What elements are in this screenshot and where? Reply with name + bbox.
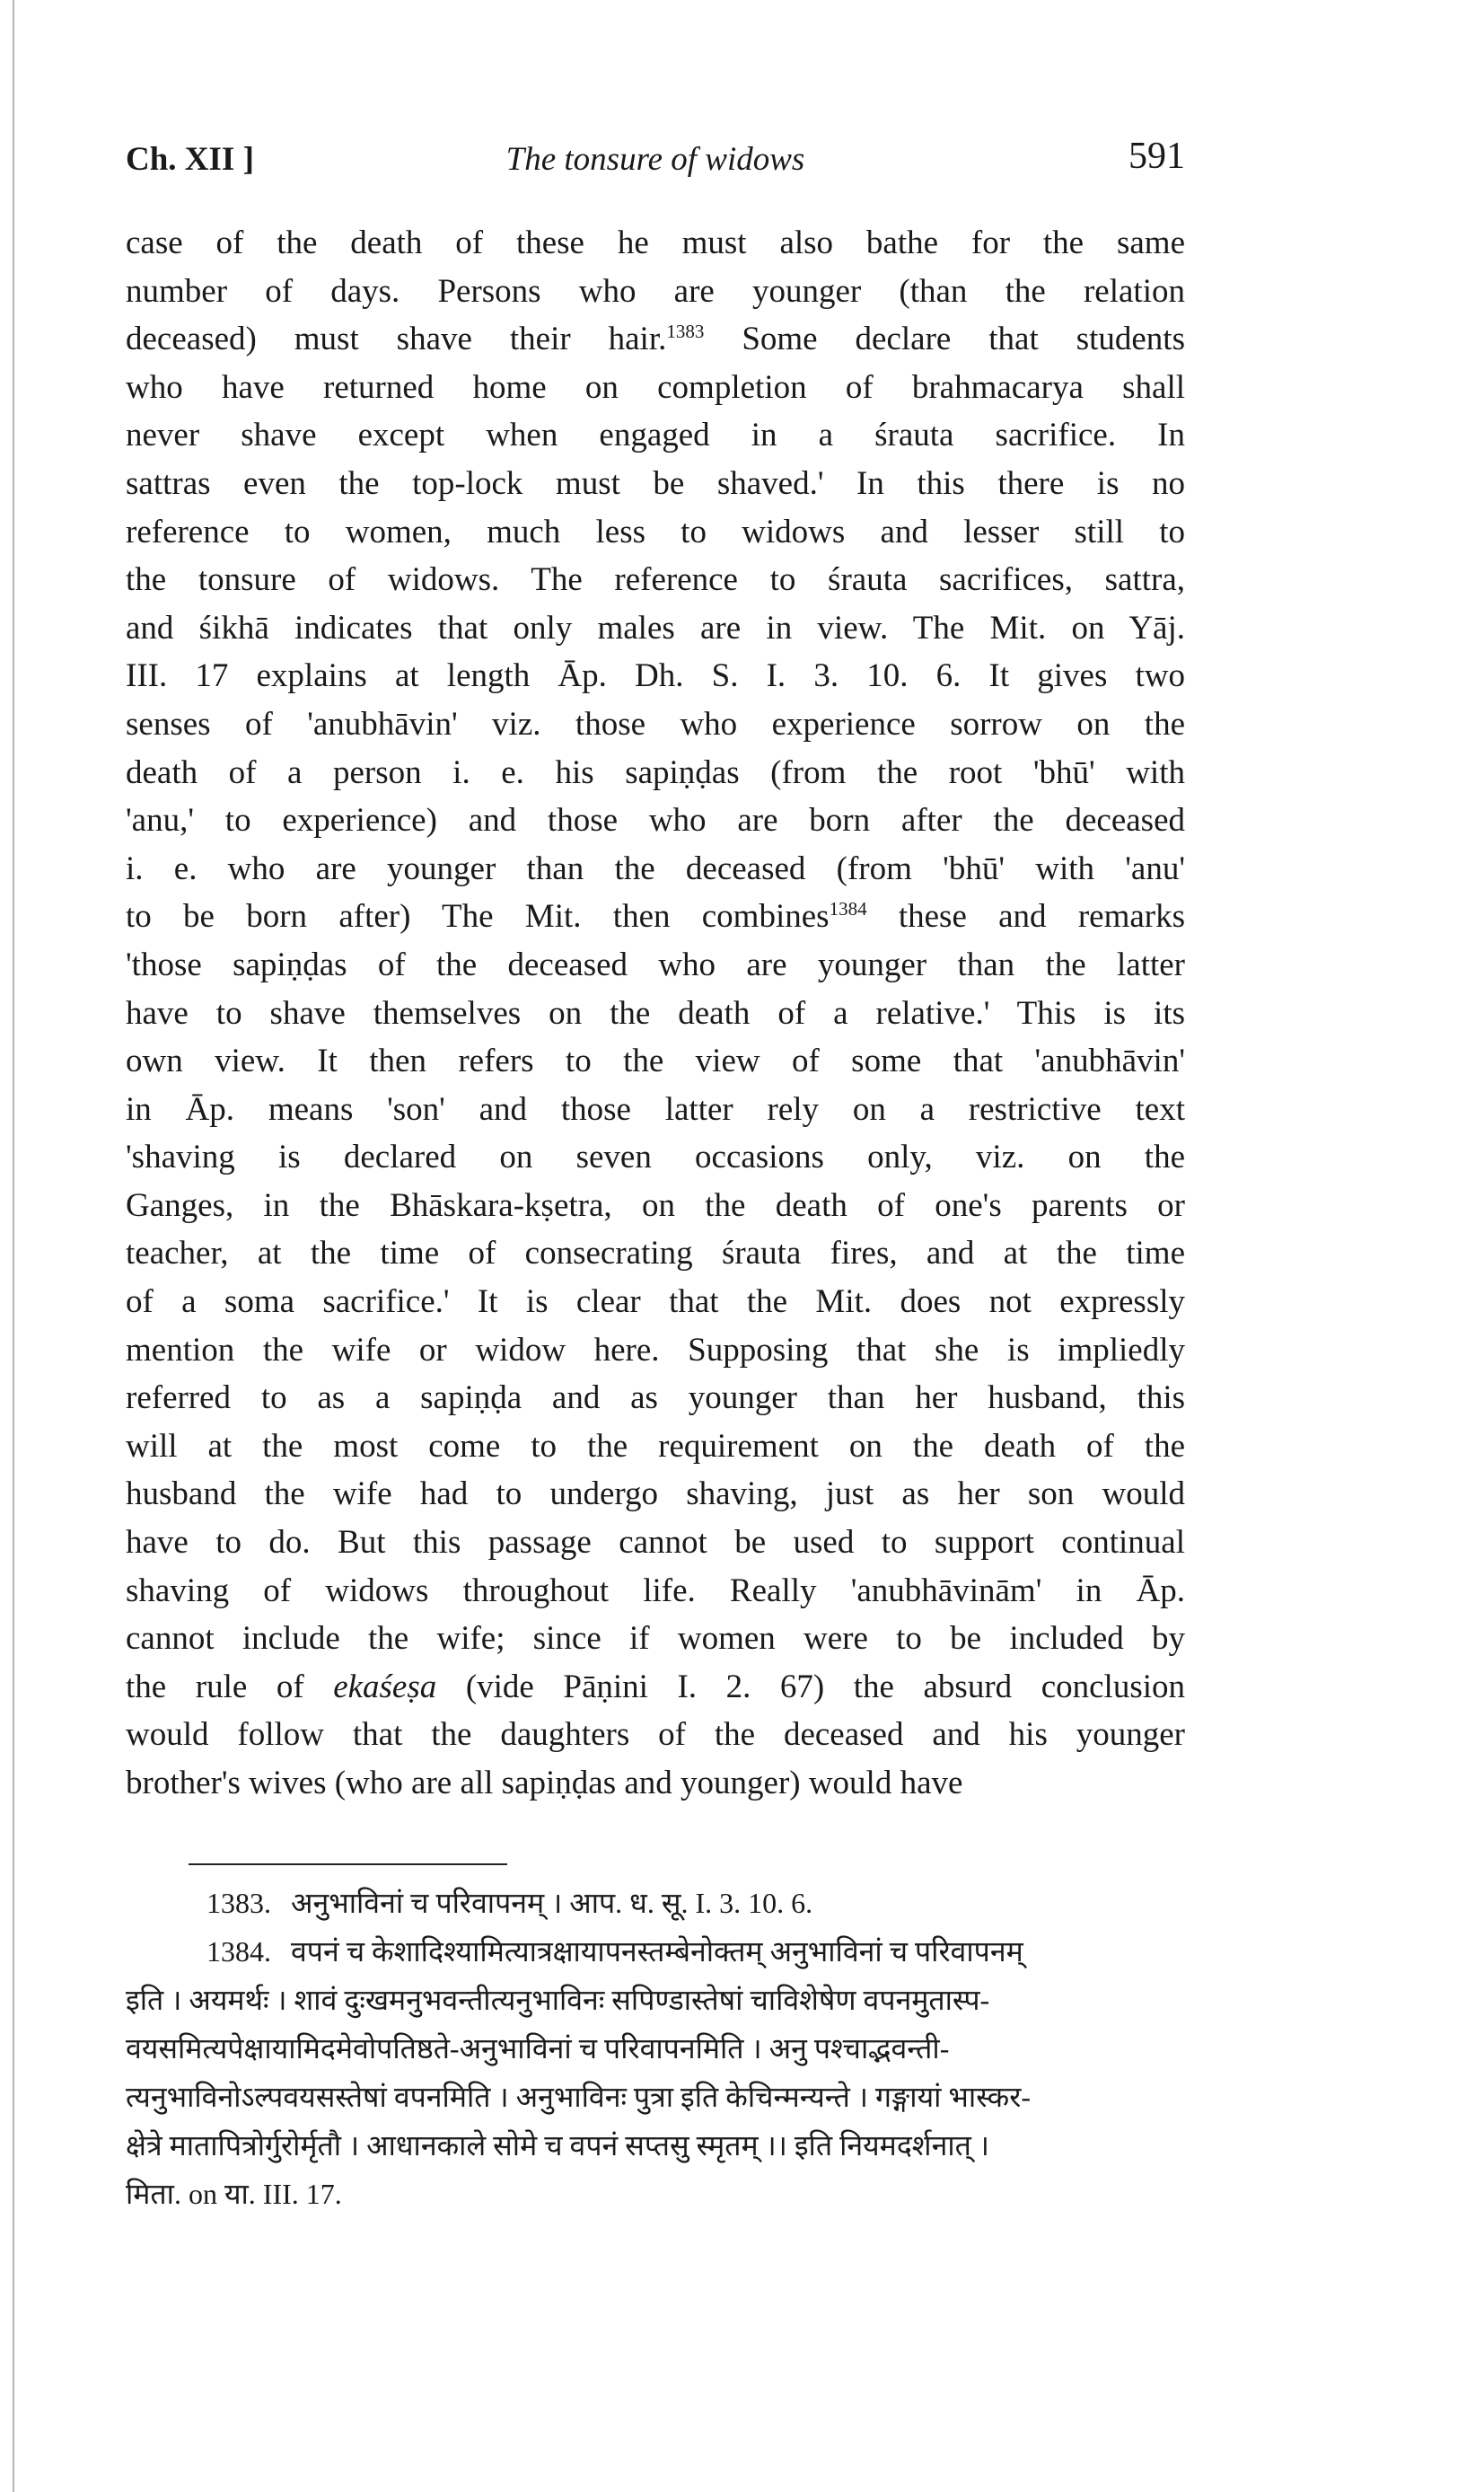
body-line: teacher, at the time of consecrating śrauta fires, and at the time <box>126 1235 1185 1272</box>
footnote-text: वपनं च केशादिश्यामित्यात्रक्षायापनस्तम्बेनोक्तम् अनुभाविनां च परिवापनम् <box>291 1935 1023 1968</box>
footnote-1383 <box>126 1879 1185 1927</box>
chapter-label: Ch. XII ] <box>126 141 254 178</box>
footnote-marker-1383: 1383 <box>666 321 705 343</box>
body-line: sattras even the top-lock must be shaved.' In this there is no <box>126 464 1185 502</box>
footnote-separator <box>189 1863 507 1865</box>
body-line <box>126 893 1185 941</box>
body-line: shaving of widows throughout life. Really 'anubhāvinām' in Āp. <box>126 1572 1185 1609</box>
body-line: i. e. who are younger than the deceased (from 'bhū' with 'anu' <box>126 850 1185 887</box>
body-line: own view. It then refers to the view of some that 'anubhāvin' <box>126 1043 1185 1080</box>
running-title: The tonsure of widows <box>505 141 805 178</box>
body-line: never shave except when engaged in a śrauta sacrifice. In <box>126 417 1185 454</box>
footnote-line: त्यनुभाविनोऽल्पवयसस्तेषां वपनमिति । अनुभाविनः पुत्रा इति केचिन्मन्यन्ते । गङ्गायां भास्कर- <box>126 2081 1031 2113</box>
body-line: reference to women, much less to widows and lesser still to <box>126 513 1185 550</box>
body-line: will at the most come to the requirement on the death of the <box>126 1427 1185 1465</box>
footnote-line: इति । अयमर्थः । शावं दुःखमनुभवन्तीत्यनुभाविनः सपिण्डास्तेषां चाविशेषेण वपनमुतास्प- <box>126 1984 990 2016</box>
footnote-marker-1384: 1384 <box>829 898 867 920</box>
running-header <box>126 135 1185 189</box>
body-line: 'shaving is declared on seven occasions only, viz. on the <box>126 1139 1185 1176</box>
body-line: case of the death of these he must also bathe for the same <box>126 225 1185 261</box>
body-line: who have returned home on completion of brahmacarya shall <box>126 368 1185 406</box>
binding-edge-rule <box>13 0 14 2492</box>
body-line: and śikhā indicates that only males are in view. The Mit. on Yāj. <box>126 609 1185 647</box>
body-line: referred to as a sapiṇḍa and as younger than her husband, this <box>126 1379 1185 1417</box>
body-line: 'those sapiṇḍas of the deceased who are younger than the latter <box>126 946 1185 983</box>
body-line: 'anu,' to experience) and those who are born after the deceased <box>126 802 1185 840</box>
body-line: husband the wife had to undergo shaving, just as her son would <box>126 1475 1185 1513</box>
body-line: mention the wife or widow here. Supposing that she is impliedly <box>126 1331 1185 1369</box>
body-line: Ganges, in the Bhāskara-kṣetra, on the death of one's parents or <box>126 1186 1185 1224</box>
body-line: have to do. But this passage cannot be used to support continual <box>126 1524 1185 1562</box>
body-line: III. 17 explains at length Āp. Dh. S. I. 3. 10. 6. It gives two <box>126 657 1185 695</box>
body-line-text: the rule of <box>126 1668 304 1705</box>
body-line <box>126 1663 1185 1712</box>
body-line-text: these and remarks <box>898 898 1185 936</box>
footnote-1384 <box>126 1927 1185 1976</box>
footnote-number: 1384. <box>206 1935 271 1968</box>
body-line <box>126 315 1185 364</box>
body-line: in Āp. means 'son' and those latter rely on a restrictive text <box>126 1090 1185 1128</box>
body-line: number of days. Persons who are younger (than the relation <box>126 272 1185 310</box>
footnotes <box>126 1879 1185 2218</box>
body-line: death of a person i. e. his sapiṇḍas (from the root 'bhū' with <box>126 753 1185 791</box>
body-line: have to shave themselves on the death of a relative.' This is its <box>126 994 1185 1032</box>
footnote-line: क्षेत्रे मातापित्रोर्गुरोर्मृतौ । आधानकाले सोमे च वपनं सप्तसु स्मृतम् ।। इति नियमदर्शनात् । <box>126 2129 989 2162</box>
footnote-line: मिता. on या. III. 17. <box>126 2178 342 2210</box>
body-line: would follow that the daughters of the deceased and his younger <box>126 1716 1185 1754</box>
body-line: of a soma sacrifice.' It is clear that the Mit. does not expressly <box>126 1283 1185 1321</box>
italic-term: ekaśeṣa <box>333 1668 437 1705</box>
body-line: senses of 'anubhāvin' viz. those who experience sorrow on the <box>126 705 1185 743</box>
body-line-text: deceased) must shave their hair. <box>126 321 667 358</box>
page-number: 591 <box>1128 136 1185 177</box>
footnote-line: वयसमित्यपेक्षायामिदमेवोपतिष्ठते-अनुभाविनां च परिवापनमिति । अनु पश्चाद्भवन्ती- <box>126 2032 950 2065</box>
footnote-text: अनुभाविनां च परिवापनम् । आप. ध. सू. I. 3. 10. 6. <box>291 1887 813 1919</box>
body-line-text: Some declare that students <box>742 321 1185 358</box>
body-line: brother's wives (who are all sapiṇḍas and younger) would have <box>126 1765 963 1801</box>
footnote-number: 1383. <box>206 1887 271 1919</box>
body-line-text: (vide Pāṇini I. 2. 67) the absurd conclusion <box>465 1668 1185 1705</box>
body-line-text: to be born after) The Mit. then combines <box>126 898 830 936</box>
body-line: the tonsure of widows. The reference to śrauta sacrifices, sattra, <box>126 561 1185 599</box>
body-text <box>126 219 1185 1808</box>
body-line: cannot include the wife; since if women were to be included by <box>126 1620 1185 1658</box>
